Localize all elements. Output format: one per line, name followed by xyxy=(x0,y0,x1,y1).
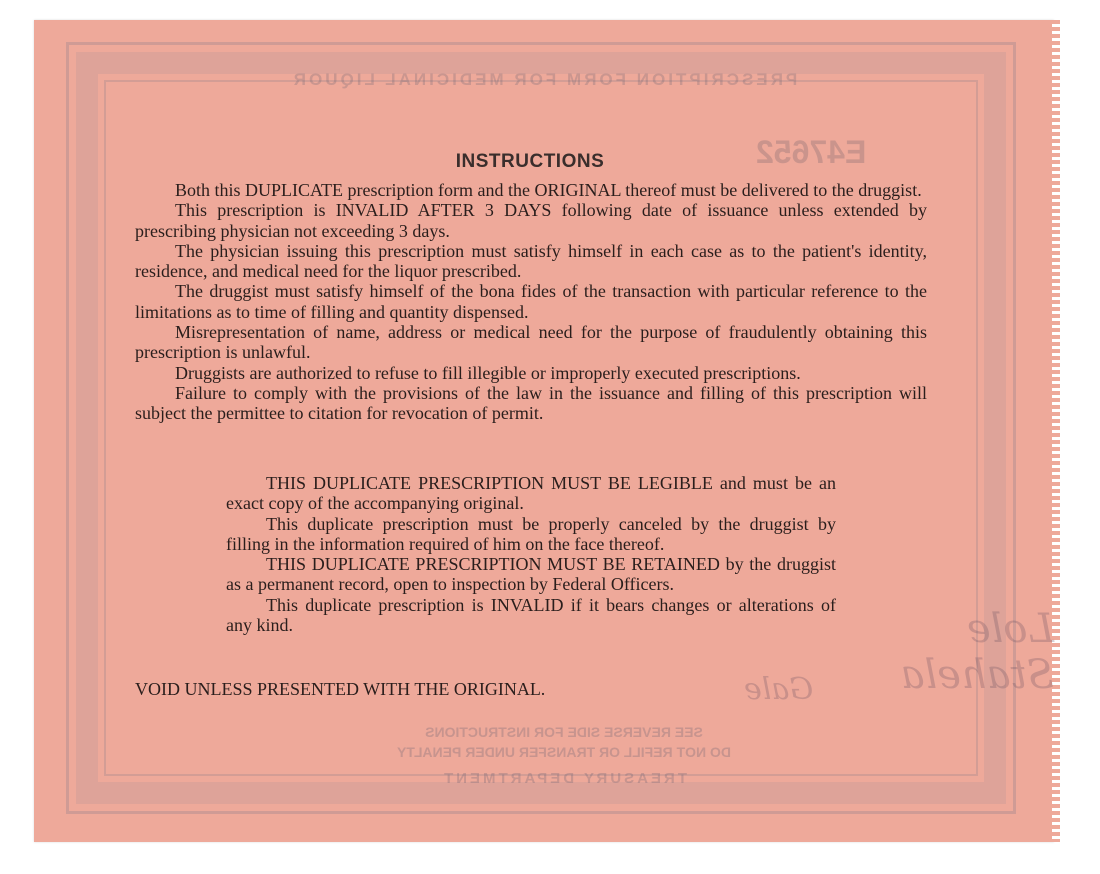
show-through-refill-warning: DO NOT REFILL OR TRANSFER UNDER PENALTY xyxy=(397,744,731,760)
instruction-paragraph: Misrepresentation of name, address or medical need for the purpose of fraudulently obtaining this prescription is unlawful. xyxy=(135,322,927,363)
duplicate-paragraph: This duplicate prescription must be properly canceled by the druggist by filling in the information required of him on the face thereof. xyxy=(226,513,836,554)
instructions-main-block xyxy=(135,180,927,424)
show-through-header: PRESCRIPTION FORM FOR MEDICINAL LIQUOR xyxy=(290,70,798,89)
void-notice: VOID UNLESS PRESENTED WITH THE ORIGINAL. xyxy=(135,679,546,699)
instruction-paragraph: The physician issuing this prescription must satisfy himself in each case as to the patient's identity, residence, and medical need for the liquor prescribed. xyxy=(135,240,927,282)
prescription-form-reverse xyxy=(34,20,1054,842)
show-through-serial-number: E47652 xyxy=(756,134,867,170)
show-through-instructions-note: SEE REVERSE SIDE FOR INSTRUCTIONS xyxy=(425,724,703,740)
show-through-signature-secondary: Gale xyxy=(744,672,814,707)
instruction-paragraph: The druggist must satisfy himself of the bona fides of the transaction with particular reference to the limitations as to time of filling and quantity dispensed. xyxy=(135,281,927,322)
instructions-heading: INSTRUCTIONS xyxy=(455,151,605,172)
duplicate-paragraph: THIS DUPLICATE PRESCRIPTION MUST BE LEGIBLE and must be an exact copy of the accompanying original. xyxy=(226,473,836,514)
instruction-paragraph: Druggists are authorized to refuse to fill illegible or improperly executed prescriptions. xyxy=(175,362,801,383)
instruction-paragraph: Failure to comply with the provisions of the law in the issuance and filling of this prescription will subject the permittee to citation for revocation of permit. xyxy=(135,382,927,424)
instruction-paragraph: Both this DUPLICATE prescription form and the ORIGINAL thereof must be delivered to the druggist. xyxy=(175,180,922,200)
show-through-bottom-bar: TREASURY DEPARTMENT xyxy=(441,770,687,787)
instructions-content xyxy=(34,20,1054,842)
duplicate-instructions-block xyxy=(226,473,836,635)
duplicate-paragraph: THIS DUPLICATE PRESCRIPTION MUST BE RETAINED by the druggist as a permanent record, open to inspection by Federal Officers. xyxy=(226,554,836,595)
instruction-paragraph: This prescription is INVALID AFTER 3 DAYS following date of issuance unless extended by prescribing physician not exceeding 3 days. xyxy=(135,200,927,241)
duplicate-paragraph: This duplicate prescription is INVALID if it bears changes or alterations of any kind. xyxy=(226,594,836,636)
show-through-signature: Lole Stahela xyxy=(900,606,1054,698)
